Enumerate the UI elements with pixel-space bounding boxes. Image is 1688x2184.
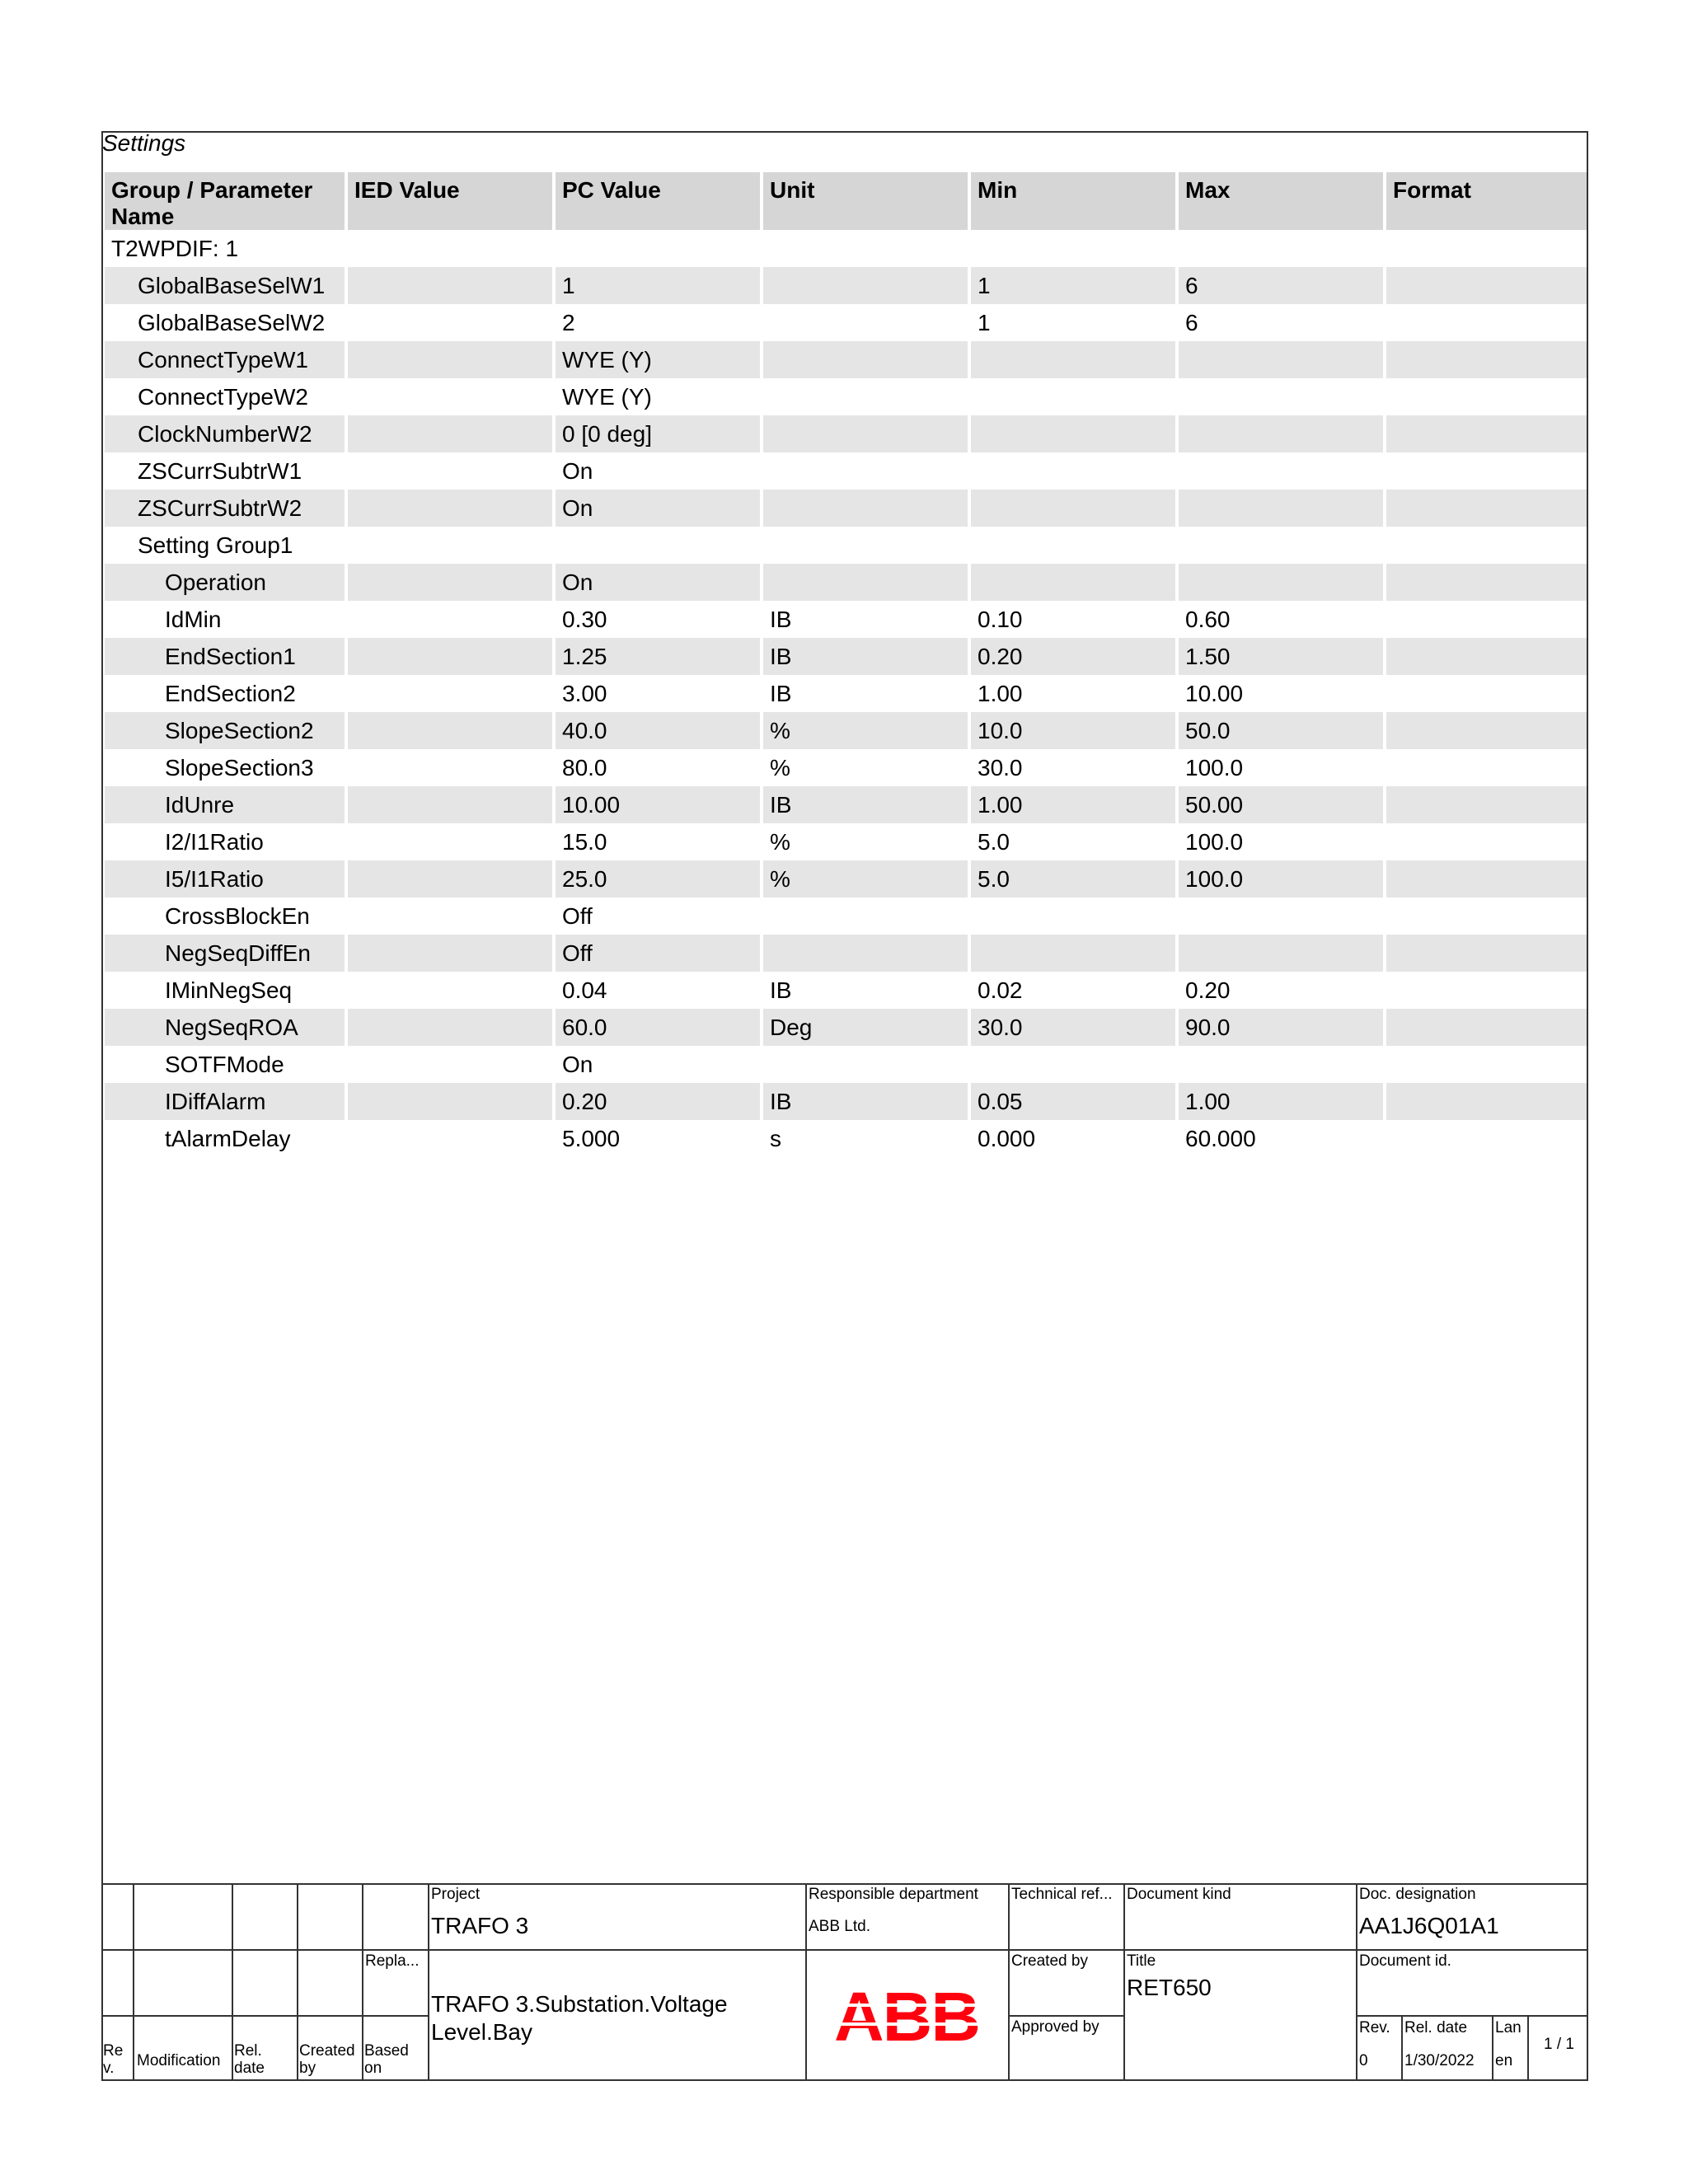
ied-value-cell <box>348 304 556 341</box>
unit-cell: Deg <box>763 1009 971 1046</box>
param-name-cell: ZSCurrSubtrW2 <box>105 490 348 527</box>
format-cell <box>1386 1009 1587 1046</box>
unit-cell <box>763 378 971 415</box>
table-row <box>105 749 1587 786</box>
tech-ref-label: Technical ref... <box>1011 1886 1113 1903</box>
format-cell <box>1386 1083 1587 1120</box>
project-label: Project <box>431 1886 481 1903</box>
unit-cell <box>763 898 971 935</box>
table-row <box>105 972 1587 1009</box>
param-name-cell: ZSCurrSubtrW1 <box>105 452 348 490</box>
ied-value-cell <box>348 898 556 935</box>
max-cell: 1.50 <box>1179 638 1386 675</box>
resp-dept-value: ABB Ltd. <box>809 1918 870 1935</box>
pc-value-cell <box>556 527 763 564</box>
format-cell <box>1386 564 1587 601</box>
pc-value-cell: On <box>556 1046 763 1083</box>
format-cell <box>1386 898 1587 935</box>
format-cell <box>1386 749 1587 786</box>
table-row <box>105 527 1587 564</box>
unit-cell <box>763 341 971 378</box>
max-cell <box>1179 898 1386 935</box>
tb-cell <box>297 1883 363 1951</box>
ied-value-cell <box>348 267 556 304</box>
param-name-cell: Operation <box>105 564 348 601</box>
unit-cell: IB <box>763 675 971 712</box>
min-cell <box>971 415 1179 452</box>
ied-value-cell <box>348 935 556 972</box>
rel-date-value: 1/30/2022 <box>1404 2052 1475 2069</box>
table-row <box>105 1083 1587 1120</box>
table-row <box>105 860 1587 898</box>
table-row <box>105 786 1587 823</box>
param-name-cell: IMinNegSeq <box>105 972 348 1009</box>
max-cell: 100.0 <box>1179 860 1386 898</box>
doc-kind-label: Document kind <box>1127 1886 1231 1903</box>
document-id-label: Document id. <box>1359 1952 1451 1970</box>
param-name-cell: ConnectTypeW1 <box>105 341 348 378</box>
resp-dept-label: Responsible department <box>809 1886 978 1903</box>
param-name-cell: EndSection2 <box>105 675 348 712</box>
pc-value-cell: 0.04 <box>556 972 763 1009</box>
lang-value: en <box>1495 2052 1513 2069</box>
table-row <box>105 230 1587 267</box>
min-cell: 10.0 <box>971 712 1179 749</box>
col-header-format: Format <box>1386 172 1587 230</box>
param-name-cell: SlopeSection3 <box>105 749 348 786</box>
pc-value-cell: 5.000 <box>556 1120 763 1157</box>
tb-cell <box>362 1883 429 1951</box>
format-cell <box>1386 823 1587 860</box>
pc-value-cell: Off <box>556 898 763 935</box>
max-cell: 6 <box>1179 267 1386 304</box>
max-cell <box>1179 935 1386 972</box>
param-name-cell: ClockNumberW2 <box>105 415 348 452</box>
table-row <box>105 1120 1587 1157</box>
max-cell: 90.0 <box>1179 1009 1386 1046</box>
rel-date-label: Rel. date <box>1404 2019 1468 2036</box>
pc-value-cell: 80.0 <box>556 749 763 786</box>
param-name-cell: T2WPDIF: 1 <box>105 230 348 267</box>
rel-date-label-left: Rel. date <box>234 2042 265 2077</box>
ied-value-cell <box>348 1120 556 1157</box>
ied-value-cell <box>348 1009 556 1046</box>
abb-logo-text: ABB <box>834 1986 979 2044</box>
min-cell: 0.02 <box>971 972 1179 1009</box>
ied-value-cell <box>348 675 556 712</box>
max-cell: 100.0 <box>1179 749 1386 786</box>
unit-cell <box>763 1046 971 1083</box>
pc-value-cell: WYE (Y) <box>556 341 763 378</box>
param-name-cell: NegSeqROA <box>105 1009 348 1046</box>
table-row <box>105 378 1587 415</box>
min-cell <box>971 935 1179 972</box>
min-cell: 30.0 <box>971 749 1179 786</box>
ied-value-cell <box>348 972 556 1009</box>
max-cell: 100.0 <box>1179 823 1386 860</box>
table-row <box>105 638 1587 675</box>
max-cell <box>1179 1046 1386 1083</box>
tb-cell <box>101 1949 134 2017</box>
rev-value: 0 <box>1359 2052 1368 2069</box>
format-cell <box>1386 675 1587 712</box>
min-cell: 1 <box>971 267 1179 304</box>
pc-value-cell: 3.00 <box>556 675 763 712</box>
unit-cell: % <box>763 823 971 860</box>
pc-value-cell: 0.20 <box>556 1083 763 1120</box>
param-name-cell: SOTFMode <box>105 1046 348 1083</box>
abb-logo <box>834 1986 979 2044</box>
approved-by-label: Approved by <box>1011 2018 1100 2036</box>
format-cell <box>1386 712 1587 749</box>
col-header-ied-value: IED Value <box>348 172 556 230</box>
doc-designation-value: AA1J6Q01A1 <box>1359 1913 1499 1938</box>
ied-value-cell <box>348 749 556 786</box>
table-row <box>105 267 1587 304</box>
unit-cell <box>763 267 971 304</box>
table-row <box>105 898 1587 935</box>
unit-cell: IB <box>763 786 971 823</box>
pc-value-cell: 0 [0 deg] <box>556 415 763 452</box>
table-row <box>105 935 1587 972</box>
ied-value-cell <box>348 378 556 415</box>
param-name-cell: tAlarmDelay <box>105 1120 348 1157</box>
unit-cell: % <box>763 749 971 786</box>
unit-cell: % <box>763 860 971 898</box>
format-cell <box>1386 935 1587 972</box>
ied-value-cell <box>348 823 556 860</box>
pc-value-cell: On <box>556 490 763 527</box>
min-cell: 30.0 <box>971 1009 1179 1046</box>
max-cell <box>1179 341 1386 378</box>
doc-designation-label: Doc. designation <box>1359 1886 1476 1903</box>
tb-cell <box>133 2015 233 2081</box>
pc-value-cell: 15.0 <box>556 823 763 860</box>
ied-value-cell <box>348 452 556 490</box>
table-body <box>105 230 1587 1157</box>
unit-cell: IB <box>763 638 971 675</box>
unit-cell <box>763 230 971 267</box>
max-cell <box>1179 564 1386 601</box>
table-row <box>105 452 1587 490</box>
format-cell <box>1386 378 1587 415</box>
format-cell <box>1386 304 1587 341</box>
format-cell <box>1386 527 1587 564</box>
param-name-cell: I5/I1Ratio <box>105 860 348 898</box>
replaces-label: Repla... <box>365 1952 420 1970</box>
max-cell: 6 <box>1179 304 1386 341</box>
pc-value-cell: 1.25 <box>556 638 763 675</box>
ied-value-cell <box>348 341 556 378</box>
tb-cell <box>101 1883 134 1951</box>
param-name-cell: SlopeSection2 <box>105 712 348 749</box>
ied-value-cell <box>348 564 556 601</box>
unit-cell <box>763 564 971 601</box>
ied-value-cell <box>348 860 556 898</box>
pc-value-cell: 2 <box>556 304 763 341</box>
unit-cell: s <box>763 1120 971 1157</box>
max-cell <box>1179 527 1386 564</box>
param-name-cell: GlobalBaseSelW2 <box>105 304 348 341</box>
max-cell: 0.20 <box>1179 972 1386 1009</box>
param-name-cell: ConnectTypeW2 <box>105 378 348 415</box>
unit-cell <box>763 304 971 341</box>
tb-cell <box>232 1949 298 2017</box>
ied-value-cell <box>348 527 556 564</box>
max-cell <box>1179 452 1386 490</box>
param-name-cell: CrossBlockEn <box>105 898 348 935</box>
min-cell <box>971 1046 1179 1083</box>
col-header-name: Group / Parameter Name <box>105 172 348 230</box>
pc-value-cell: 40.0 <box>556 712 763 749</box>
max-cell <box>1179 378 1386 415</box>
min-cell <box>971 564 1179 601</box>
unit-cell <box>763 415 971 452</box>
min-cell <box>971 230 1179 267</box>
min-cell: 0.10 <box>971 601 1179 638</box>
min-cell: 1.00 <box>971 786 1179 823</box>
min-cell: 5.0 <box>971 823 1179 860</box>
table-row <box>105 490 1587 527</box>
max-cell: 50.0 <box>1179 712 1386 749</box>
min-cell <box>971 898 1179 935</box>
table-row <box>105 675 1587 712</box>
tb-cell <box>232 1883 298 1951</box>
ied-value-cell <box>348 601 556 638</box>
min-cell: 1.00 <box>971 675 1179 712</box>
title-cell <box>1123 1949 1357 2081</box>
created-by-label-left: Created by <box>299 2042 355 2077</box>
format-cell <box>1386 638 1587 675</box>
page-number: 1 / 1 <box>1544 2036 1574 2053</box>
format-cell <box>1386 1120 1587 1157</box>
min-cell <box>971 527 1179 564</box>
col-header-min: Min <box>971 172 1179 230</box>
min-cell: 0.000 <box>971 1120 1179 1157</box>
ied-value-cell <box>348 1083 556 1120</box>
max-cell: 10.00 <box>1179 675 1386 712</box>
table-row <box>105 341 1587 378</box>
param-name-cell: IDiffAlarm <box>105 1083 348 1120</box>
ied-value-cell <box>348 1046 556 1083</box>
format-cell <box>1386 601 1587 638</box>
pc-value-cell: On <box>556 452 763 490</box>
max-cell <box>1179 415 1386 452</box>
param-name-cell: EndSection1 <box>105 638 348 675</box>
min-cell: 0.20 <box>971 638 1179 675</box>
pc-value-cell: WYE (Y) <box>556 378 763 415</box>
tb-cell <box>133 1883 233 1951</box>
ied-value-cell <box>348 415 556 452</box>
format-cell <box>1386 786 1587 823</box>
param-name-cell: Setting Group1 <box>105 527 348 564</box>
max-cell <box>1179 230 1386 267</box>
ied-value-cell <box>348 712 556 749</box>
table-row <box>105 415 1587 452</box>
pc-value-cell: Off <box>556 935 763 972</box>
based-on-label: Based on <box>364 2042 409 2077</box>
param-name-cell: NegSeqDiffEn <box>105 935 348 972</box>
param-name-cell: GlobalBaseSelW1 <box>105 267 348 304</box>
settings-table <box>105 172 1587 1157</box>
pc-value-cell: 0.30 <box>556 601 763 638</box>
rev-label-right: Rev. <box>1359 2019 1390 2036</box>
col-header-unit: Unit <box>763 172 971 230</box>
tb-cell <box>133 1949 233 2017</box>
format-cell <box>1386 972 1587 1009</box>
project-value: TRAFO 3 <box>431 1913 529 1938</box>
unit-cell: IB <box>763 972 971 1009</box>
max-cell: 0.60 <box>1179 601 1386 638</box>
pc-value-cell: 1 <box>556 267 763 304</box>
max-cell: 1.00 <box>1179 1083 1386 1120</box>
format-cell <box>1386 860 1587 898</box>
pc-value-cell: 60.0 <box>556 1009 763 1046</box>
unit-cell <box>763 935 971 972</box>
table-row <box>105 1009 1587 1046</box>
ied-value-cell <box>348 786 556 823</box>
unit-cell <box>763 527 971 564</box>
format-cell <box>1386 341 1587 378</box>
param-name-cell: IdMin <box>105 601 348 638</box>
unit-cell: % <box>763 712 971 749</box>
min-cell <box>971 341 1179 378</box>
title-value: RET650 <box>1127 1975 1212 2000</box>
unit-cell <box>763 490 971 527</box>
modification-label: Modification <box>137 2052 221 2069</box>
table-row <box>105 823 1587 860</box>
title-block <box>101 1883 1588 2081</box>
format-cell <box>1386 452 1587 490</box>
col-header-max: Max <box>1179 172 1386 230</box>
min-cell: 5.0 <box>971 860 1179 898</box>
pc-value-cell: 10.00 <box>556 786 763 823</box>
pc-value-cell: 25.0 <box>556 860 763 898</box>
unit-cell: IB <box>763 601 971 638</box>
unit-cell <box>763 452 971 490</box>
table-row <box>105 1046 1587 1083</box>
section-title: Settings <box>102 130 186 156</box>
col-header-pc-value: PC Value <box>556 172 763 230</box>
format-cell <box>1386 415 1587 452</box>
ied-value-cell <box>348 490 556 527</box>
rev-label: Re v. <box>103 2042 124 2077</box>
pc-value-cell <box>556 230 763 267</box>
min-cell <box>971 490 1179 527</box>
table-row <box>105 304 1587 341</box>
lang-label: Lan <box>1495 2019 1522 2036</box>
unit-cell: IB <box>763 1083 971 1120</box>
tb-cell <box>297 1949 363 2017</box>
bay-value: TRAFO 3.Substation.Voltage Level.Bay <box>431 1991 728 2045</box>
param-name-cell: IdUnre <box>105 786 348 823</box>
min-cell <box>971 452 1179 490</box>
title-label: Title <box>1127 1952 1156 1970</box>
format-cell <box>1386 267 1587 304</box>
created-by-label: Created by <box>1011 1952 1088 1970</box>
table-header-row <box>105 172 1587 230</box>
min-cell: 1 <box>971 304 1179 341</box>
ied-value-cell <box>348 638 556 675</box>
pc-value-cell: On <box>556 564 763 601</box>
table-row <box>105 601 1587 638</box>
max-cell <box>1179 490 1386 527</box>
ied-value-cell <box>348 230 556 267</box>
table-row <box>105 564 1587 601</box>
min-cell: 0.05 <box>971 1083 1179 1120</box>
param-name-cell: I2/I1Ratio <box>105 823 348 860</box>
max-cell: 60.000 <box>1179 1120 1386 1157</box>
min-cell <box>971 378 1179 415</box>
format-cell <box>1386 490 1587 527</box>
max-cell: 50.00 <box>1179 786 1386 823</box>
table-row <box>105 712 1587 749</box>
format-cell <box>1386 1046 1587 1083</box>
format-cell <box>1386 230 1587 267</box>
